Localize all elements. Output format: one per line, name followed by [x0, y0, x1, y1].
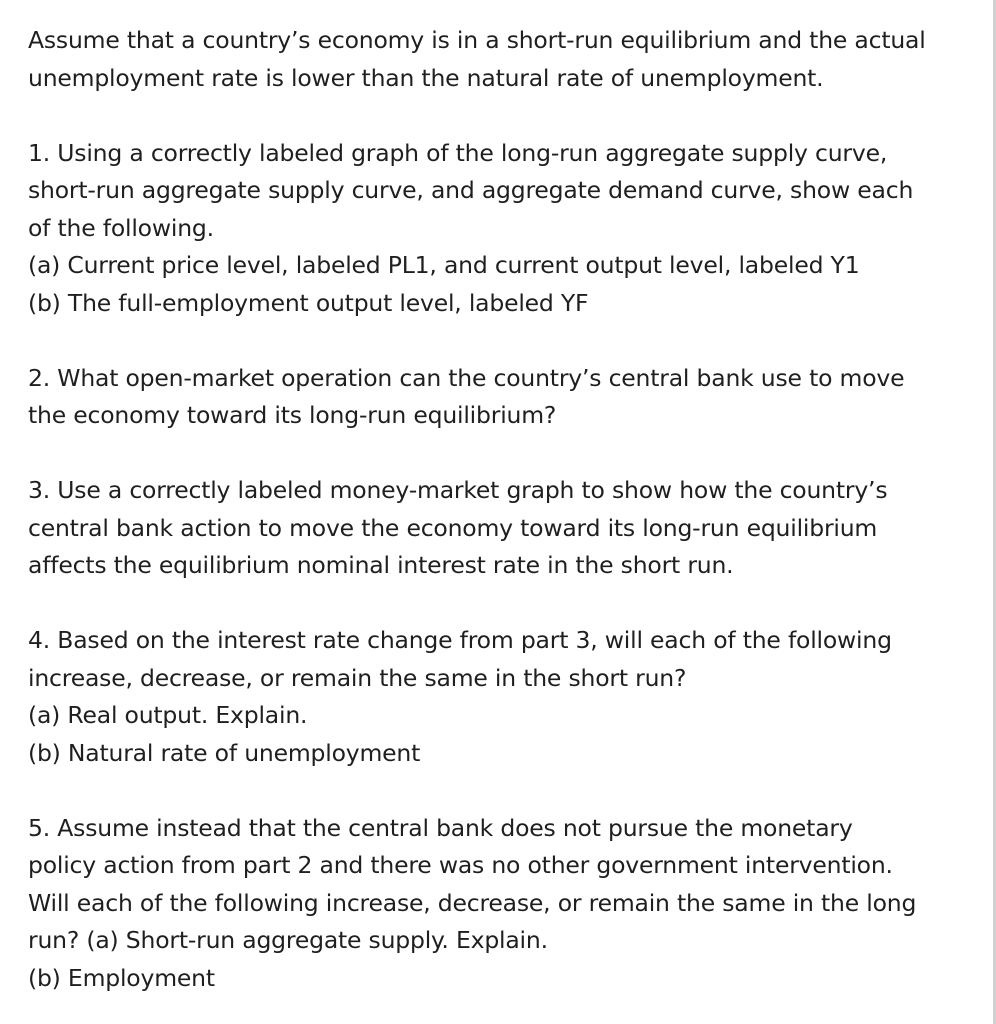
question-5-part-b: (b) Employment — [28, 963, 215, 992]
question-3-line: central bank action to move the economy toward its long-run equilibrium — [28, 513, 878, 542]
question-1 — [28, 135, 973, 323]
question-1-line: of the following. — [28, 213, 214, 242]
question-3 — [28, 472, 973, 585]
question-2-line: 2. What open-market operation can the country’s central bank use to move — [28, 363, 905, 392]
document-body — [28, 22, 973, 997]
intro-paragraph — [28, 22, 973, 97]
intro-line: unemployment rate is lower than the natural rate of unemployment. — [28, 63, 824, 92]
question-5 — [28, 810, 973, 998]
question-5-line: 5. Assume instead that the central bank does not pursue the monetary — [28, 813, 853, 842]
question-3-line: affects the equilibrium nominal interest rate in the short run. — [28, 551, 734, 579]
question-3-line: 3. Use a correctly labeled money-market graph to show how the country’s — [28, 476, 888, 504]
question-4-line: 4. Based on the interest rate change from part 3, will each of the following — [28, 626, 892, 654]
question-4-part-b: (b) Natural rate of unemployment — [28, 738, 421, 767]
intro-line: Assume that a country’s economy is in a short-run equilibrium and the actual — [28, 26, 926, 54]
question-5-line: policy action from part 2 and there was no other government intervention. — [28, 851, 893, 879]
question-5-part-a: run? (a) Short-run aggregate supply. Explain. — [28, 926, 548, 954]
question-2 — [28, 360, 973, 435]
question-1-part-a: (a) Current price level, labeled PL1, and current output level, labeled Y1 — [28, 251, 860, 279]
question-2-line: the economy toward its long-run equilibrium? — [28, 401, 557, 429]
question-1-line: short-run aggregate supply curve, and aggregate demand curve, show each — [28, 176, 914, 204]
question-1-line: 1. Using a correctly labeled graph of the long-run aggregate supply curve, — [28, 138, 888, 167]
question-5-line: Will each of the following increase, decrease, or remain the same in the long — [28, 888, 917, 917]
question-4 — [28, 622, 973, 772]
question-4-line: increase, decrease, or remain the same in the short run? — [28, 663, 687, 692]
question-4-part-a: (a) Real output. Explain. — [28, 701, 308, 729]
question-1-part-b: (b) The full-employment output level, labeled YF — [28, 288, 589, 317]
